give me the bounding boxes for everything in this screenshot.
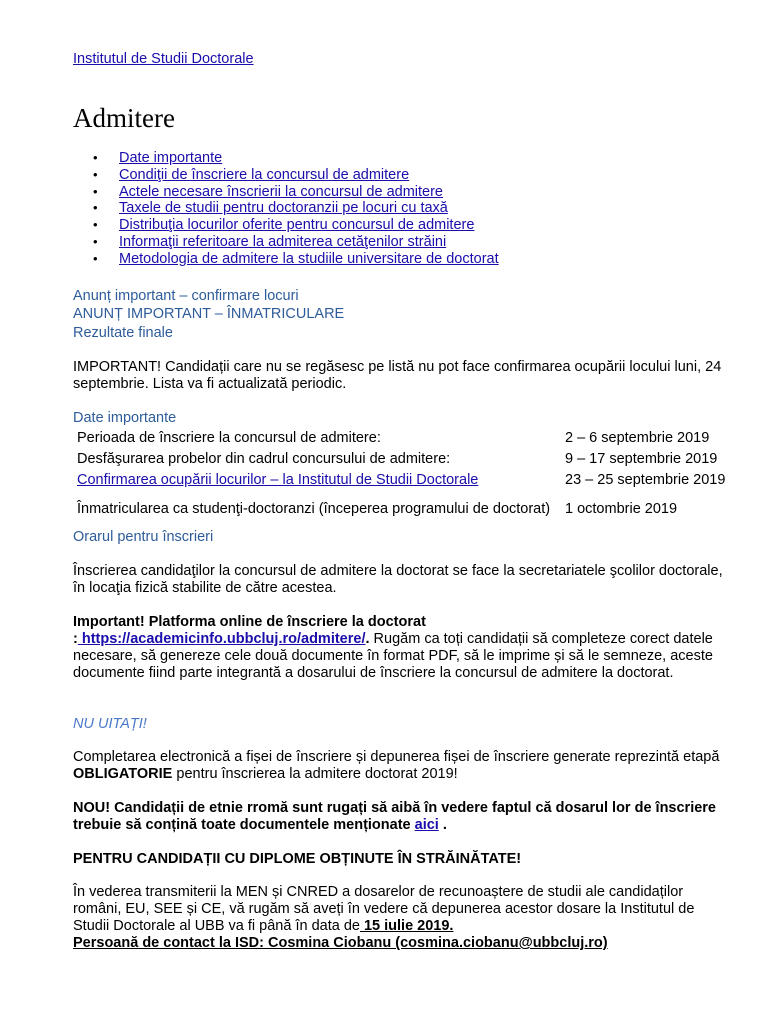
important-notice: IMPORTANT! Candidații care nu se regăsesc pe listă nu pot face confirmarea ocupării locului luni, 24 septembrie. Lista va fi actualizată periodic. (73, 359, 722, 392)
table-row (73, 427, 749, 448)
dont-forget: NU UITAȚI! (73, 716, 147, 732)
institute-link[interactable]: Institutul de Studii Doctorale (73, 51, 254, 67)
platform-colon: : (73, 631, 78, 647)
roma-text: NOU! Candidații de etnie rromă sunt rugați să aibă în vedere faptul că dosarul lor de înscriere trebuie să conțină toate documentele menționate (73, 800, 716, 833)
date-value: 2 – 6 septembrie 2019 (565, 429, 710, 446)
date-label: Înmatricularea ca studenţi-doctoranzi (începerea programului de doctorat) (77, 501, 551, 517)
roma-aici-link[interactable]: aici (414, 817, 439, 833)
table-row (73, 490, 749, 528)
roma-paragraph (73, 800, 733, 834)
nav-link-straini[interactable]: Informaţii referitoare la admiterea cetăţenilor străini (119, 233, 447, 250)
nav-link-taxe[interactable]: Taxele de studii pentru doctoranzii pe locuri cu taxă (119, 200, 448, 217)
platform-intro: Important! Platforma online de înscriere la doctorat (73, 614, 426, 630)
nav-item (73, 234, 499, 251)
date-value: 9 – 17 septembrie 2019 (565, 450, 718, 467)
nav-item (73, 150, 499, 167)
date-value: 1 octombrie 2019 (565, 501, 678, 517)
section-nav (73, 150, 499, 268)
announcement-inmatriculare[interactable]: ANUNȚ IMPORTANT – ÎNMATRICULARE (73, 306, 345, 322)
deadline-date: 15 iulie 2019. (359, 918, 454, 934)
page-title: Admitere (73, 103, 175, 133)
schedule-link[interactable]: Orarul pentru înscrieri (73, 529, 214, 545)
roma-end: . (438, 817, 447, 833)
nav-item (73, 167, 499, 184)
foreign-heading: PENTRU CANDIDAȚII CU DIPLOME OBȚINUTE ÎN STRĂINĂTATE! (73, 851, 522, 867)
electronic-text-1: Completarea electronică a fișei de înscriere și depunerea fișei de înscriere generate reprezintă etapă (73, 749, 720, 765)
nav-link-metodologia[interactable]: Metodologia de admitere la studiile universitare de doctorat (119, 250, 499, 267)
table-row (73, 469, 749, 490)
electronic-paragraph (73, 749, 733, 783)
date-value: 23 – 25 septembrie 2019 (565, 471, 726, 488)
contact-person: Persoană de contact la ISD: Cosmina Ciobanu (cosmina.ciobanu@ubbcluj.ro) (73, 935, 608, 951)
platform-url-link[interactable]: https://academicinfo.ubbcluj.ro/admitere/ (77, 631, 366, 647)
nav-link-date-importante[interactable]: Date importante (119, 150, 223, 166)
dates-table (73, 427, 749, 528)
date-label: Perioada de înscriere la concursul de admitere: (77, 429, 381, 446)
platform-paragraph (73, 614, 733, 682)
nav-item (73, 184, 499, 201)
dates-heading: Date importante (73, 410, 177, 426)
table-row (73, 448, 749, 469)
nav-link-acte[interactable]: Actele necesare înscrierii la concursul de admitere (119, 183, 443, 200)
date-label (73, 469, 561, 490)
date-label: Desfăşurarea probelor din cadrul concursului de admitere: (77, 450, 451, 467)
announcement-confirmare[interactable]: Anunț important – confirmare locuri (73, 288, 299, 304)
foreign-text: În vederea transmiterii la MEN și CNRED a dosarelor de recunoaștere de studii ale candidaților români, EU, SEE și CE, vă rugăm să aveți în vedere că depunerea acestor dosare la Institutul de Studii Doctorale al UBB va fi până în data de (73, 884, 695, 934)
platform-period: . (365, 631, 370, 647)
foreign-paragraph (73, 884, 733, 952)
announcement-rezultate[interactable]: Rezultate finale (73, 325, 173, 341)
obligatorie: OBLIGATORIE (73, 766, 173, 782)
confirmare-link[interactable]: Confirmarea ocupării locurilor – la Institutul de Studii Doctorale (77, 471, 479, 488)
enrol-text: Înscrierea candidaţilor la concursul de admitere la doctorat se face la secretariatele şcolilor doctorale, în locaţia fizică stabilite de către acestea. (73, 563, 723, 596)
electronic-text-2: pentru înscrierea la admitere doctorat 2019! (172, 766, 458, 782)
nav-link-conditii[interactable]: Condiţii de înscriere la concursul de admitere (119, 166, 410, 183)
platform-instructions: Rugăm ca toți candidații să completeze corect datele necesare, să genereze cele două documente în format PDF, să le imprime și să le semneze, aceste documente fiind parte integrantă a dosarului de înscriere la concursul de admitere la doctorat. (73, 631, 713, 681)
nav-link-distributia[interactable]: Distribuţia locurilor oferite pentru concursul de admitere (119, 217, 475, 234)
nav-item (73, 200, 499, 217)
nav-item (73, 217, 499, 234)
nav-item (73, 251, 499, 268)
